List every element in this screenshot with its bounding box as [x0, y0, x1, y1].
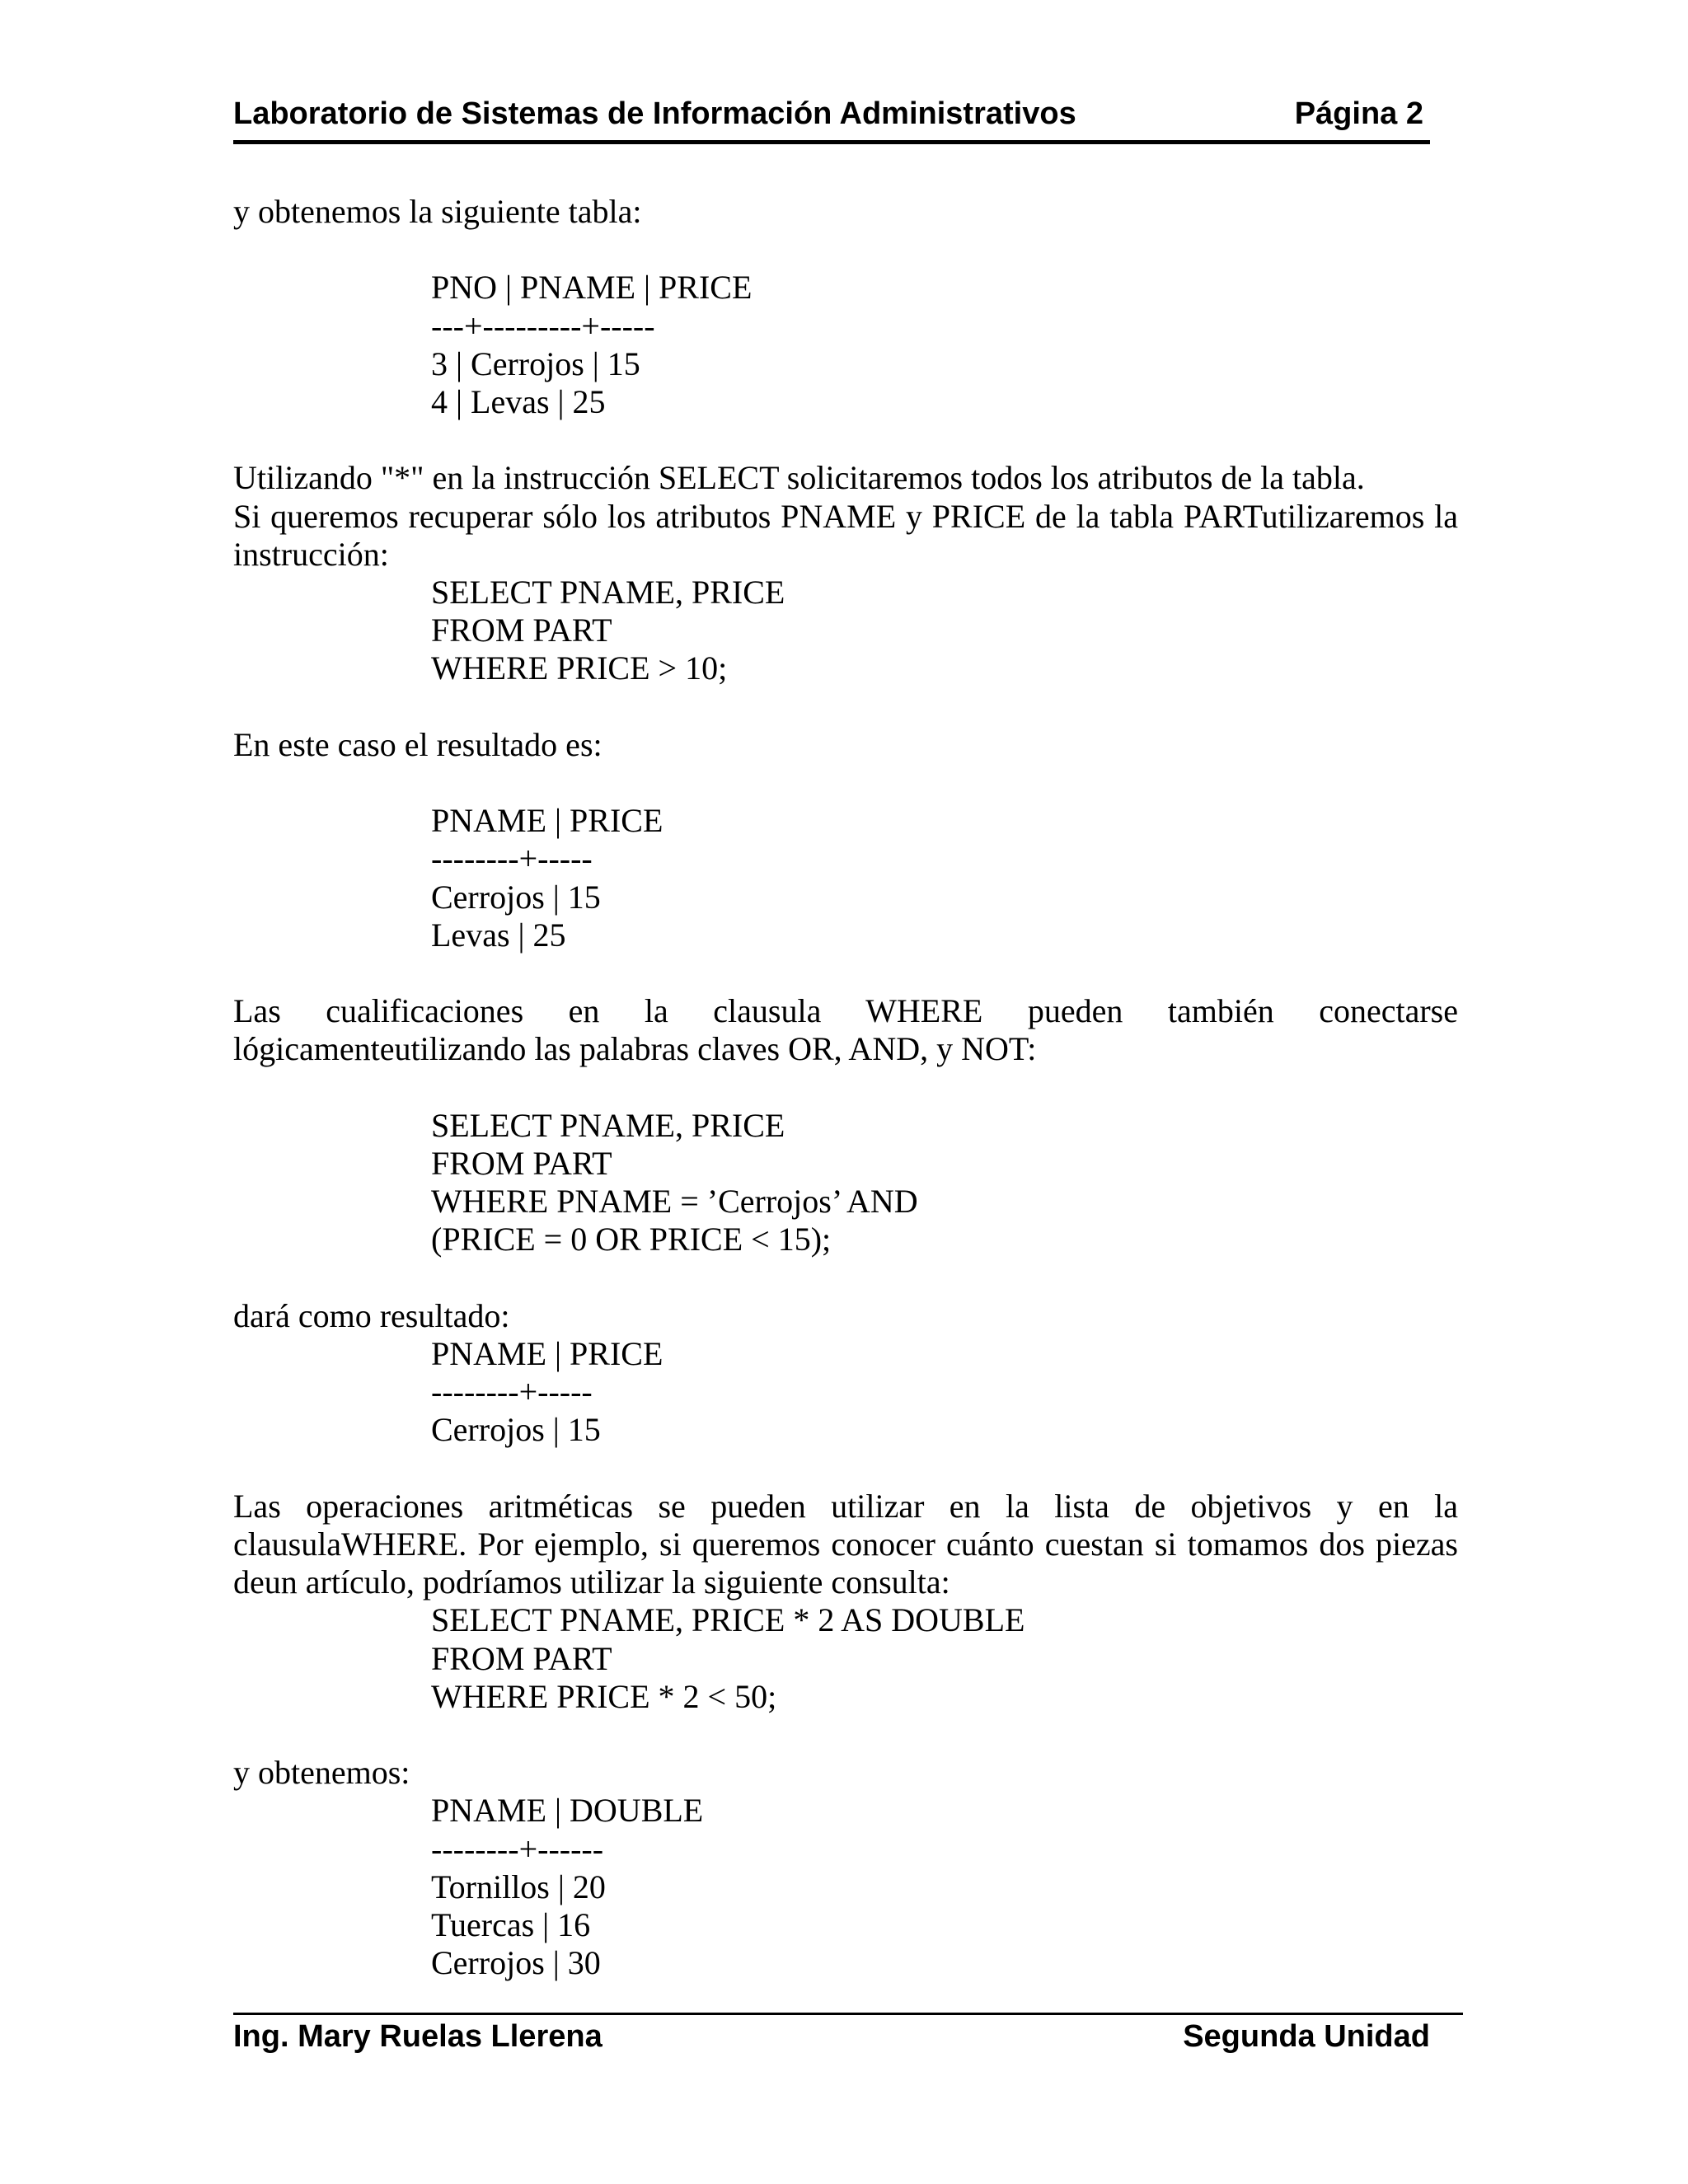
intro-text: y obtenemos la siguiente tabla: — [233, 193, 642, 230]
footer-author: Ing. Mary Ruelas Llerena — [233, 2019, 603, 2054]
table-line: --------+------ — [431, 1830, 604, 1868]
table-line: Levas | 25 — [431, 916, 566, 954]
sql-query-1 — [233, 574, 1458, 688]
paragraph-qualifications: Las cualificaciones en la clausula WHERE pueden también conectarse lógicamenteutilizando las palabras claves OR, AND, y NOT: — [233, 992, 1458, 1068]
result-intro-2: dará como resultado: — [233, 1296, 510, 1334]
code-line: FROM PART — [431, 1144, 612, 1182]
page-body — [233, 193, 1458, 1982]
footer-divider — [233, 2013, 1463, 2015]
code-line: WHERE PRICE > 10; — [431, 649, 728, 687]
code-line: SELECT PNAME, PRICE * 2 AS DOUBLE — [431, 1601, 1025, 1639]
code-line: (PRICE = 0 OR PRICE < 15); — [431, 1221, 832, 1258]
sql-query-2 — [233, 1107, 1458, 1259]
result-table-1 — [233, 269, 1458, 421]
table-line: PNAME | PRICE — [431, 802, 663, 840]
table-line: Cerrojos | 15 — [431, 1411, 601, 1449]
page-header — [233, 92, 1430, 144]
result-intro: En este caso el resultado es: — [233, 725, 603, 763]
result-table-2 — [233, 802, 1458, 954]
table-line: Tornillos | 20 — [431, 1868, 606, 1905]
code-line: SELECT PNAME, PRICE — [431, 574, 785, 611]
paragraph-select-star: Utilizando "*" en la instrucción SELECT solicitaremos todos los atributos de la tabla. — [233, 459, 1365, 497]
table-line: Tuercas | 16 — [431, 1906, 591, 1943]
footer-unit: Segunda Unidad — [1183, 2019, 1430, 2054]
code-line: FROM PART — [431, 1639, 612, 1677]
table-line: ---+---------+----- — [431, 307, 655, 344]
paragraph-arithmetic: Las operaciones aritméticas se pueden utilizar en la lista de objetivos y en la clausulaWHERE. Por ejemplo, si queremos conocer cuánto cuestan si tomamos dos piezas deun artículo, podríamos utilizar la siguiente consulta: — [233, 1487, 1458, 1601]
code-line: WHERE PRICE * 2 < 50; — [431, 1677, 777, 1715]
table-line: PNO | PNAME | PRICE — [431, 269, 753, 307]
table-line: --------+----- — [431, 1373, 593, 1411]
table-line: 3 | Cerrojos | 15 — [431, 344, 640, 382]
code-line: WHERE PNAME = ’Cerrojos’ AND — [431, 1183, 918, 1221]
table-line: Cerrojos | 30 — [431, 1944, 601, 1982]
result-table-4 — [233, 1792, 1458, 1982]
header-title: Laboratorio de Sistemas de Información Administrativos — [233, 96, 1076, 131]
table-line: PNAME | PRICE — [431, 1334, 663, 1372]
paragraph-select-attributes: Si queremos recuperar sólo los atributos PNAME y PRICE de la tabla PARTutilizaremos la instrucción: — [233, 497, 1458, 573]
code-line: FROM PART — [431, 612, 612, 649]
result-intro-3: y obtenemos: — [233, 1754, 410, 1792]
page-footer — [233, 2019, 1430, 2060]
table-line: --------+----- — [431, 840, 593, 878]
page-number: Página 2 — [1294, 96, 1423, 131]
table-line: 4 | Levas | 25 — [431, 383, 606, 420]
result-table-3 — [233, 1335, 1458, 1450]
sql-query-3 — [233, 1601, 1458, 1716]
table-line: PNAME | DOUBLE — [431, 1792, 704, 1830]
code-line: SELECT PNAME, PRICE — [431, 1106, 785, 1144]
table-line: Cerrojos | 15 — [431, 878, 601, 916]
